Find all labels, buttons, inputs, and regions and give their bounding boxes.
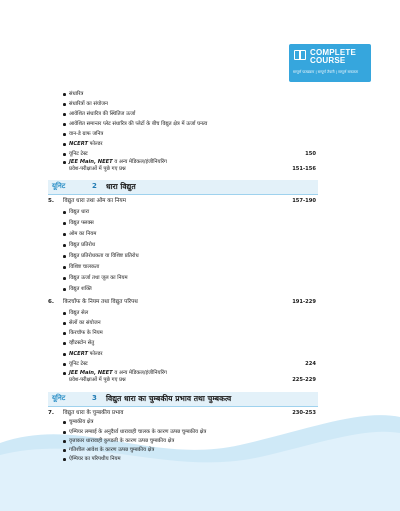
text: संधारित्रों का संयोजन [69, 101, 108, 107]
bullet-icon [63, 322, 66, 325]
logo-line-2: COURSE [310, 56, 346, 65]
text: NCERT फोल्डर [69, 351, 103, 357]
unit-label: यूनिट [52, 394, 66, 402]
text: प्रवेश-परीक्षाओं में पूछे गए प्रश्न [69, 377, 126, 383]
bullet-icon [63, 440, 66, 443]
text: यूनिट टेस्ट [69, 361, 88, 367]
bullet-icon [63, 103, 66, 106]
bullet-icon [63, 244, 66, 247]
divider [48, 194, 318, 195]
unit-label: यूनिट [52, 182, 66, 190]
bullet-icon [63, 93, 66, 96]
text: JEE Main, NEET [69, 370, 113, 376]
text: विद्युत प्रतिरोध [69, 242, 96, 248]
bullet-icon [63, 233, 66, 236]
text: यूनिट टेस्ट [69, 151, 88, 157]
text: 7. [48, 410, 55, 416]
text: JEE Main, NEET [69, 159, 113, 165]
text: सेलों का संयोजन [69, 320, 101, 326]
text: आवेशित संधारित्र की स्थितिज ऊर्जा [69, 111, 136, 117]
page-number: 151-156 [292, 166, 316, 172]
bullet-icon [63, 332, 66, 335]
text: JEE Main, NEET व अन्य मेडिकल/इंजीनियरिंग [69, 370, 167, 376]
text: ओम का नियम [69, 231, 97, 237]
text: ऐम्पियर का परिपथीय नियम [69, 456, 121, 462]
logo-tagline: सम्पूर्ण पाठ्यक्रम | सम्पूर्ण तैयारी | सम्पूर्ण सफलता [293, 70, 359, 74]
bullet-icon [63, 153, 66, 156]
unit-title: धारा विद्युत [106, 182, 136, 191]
bullet-icon [63, 161, 66, 164]
bullet-icon [63, 431, 66, 434]
bullet-icon [63, 113, 66, 116]
bullet-icon [63, 123, 66, 126]
bullet-icon [63, 421, 66, 424]
bullet-icon [63, 211, 66, 214]
text: संधारित्र [69, 91, 84, 97]
text: विद्युत धारा तथा ओम का नियम [63, 198, 126, 204]
text: 5. [48, 198, 55, 204]
text: व्हीटस्टोन सेतु [69, 340, 95, 346]
text: विद्युत ऊर्जा तथा जूल का नियम [69, 275, 128, 281]
text: NCERT [69, 141, 88, 147]
page-number: 224 [305, 361, 316, 367]
text: चुम्बकीय क्षेत्र [69, 419, 94, 425]
text: विद्युत शक्ति [69, 286, 92, 292]
text: विद्युत फ्लक्स [69, 220, 94, 226]
text: विद्युत धारा [69, 209, 90, 215]
text: प्रवेश-परीक्षाओं में पूछे गए प्रश्न [69, 166, 126, 172]
text: गतिशील आवेश के कारण उत्पन्न चुम्बकीय क्षेत्र [69, 447, 155, 453]
page-number: 191-229 [292, 299, 316, 305]
text: आवेशित समान्तर प्लेट संधारित्र की प्लेटों के बीच विद्युत क्षेत्र में ऊर्जा घनत्व [69, 121, 208, 127]
text: JEE Main, NEET व अन्य मेडिकल/इंजीनियरिंग [69, 159, 167, 165]
page-number: 230-253 [292, 410, 316, 416]
book-icon [294, 50, 306, 60]
page-number: 225-229 [292, 377, 316, 383]
unit-number: 2 [92, 182, 97, 190]
decorative-wave [0, 405, 400, 511]
bullet-icon [63, 372, 66, 375]
bullet-icon [63, 266, 66, 269]
bullet-icon [63, 133, 66, 136]
page-number: 150 [305, 151, 316, 157]
text: किरचॉफ के नियम [69, 330, 103, 336]
text: वान-डे ग्राफ जनित्र [69, 131, 104, 137]
bullet-icon [63, 288, 66, 291]
text: वृत्ताकार धारावाही कुण्डली के कारण उत्पन्न चुम्बकीय क्षेत्र [69, 438, 175, 444]
bullet-icon [63, 449, 66, 452]
complete-course-logo [289, 44, 371, 82]
bullet-icon [63, 222, 66, 225]
text: एम्पियर लम्बाई के अनुदैर्घ्य धारावाही चालक के कारण उत्पन्न चुम्बकीय क्षेत्र [69, 429, 207, 435]
text: NCERT फोल्डर [69, 141, 103, 147]
bullet-icon [63, 312, 66, 315]
unit-3-header [48, 392, 318, 406]
unit-number: 3 [92, 394, 97, 402]
bullet-icon [63, 353, 66, 356]
bullet-icon [63, 277, 66, 280]
text: 6. [48, 299, 55, 305]
logo-line-1: COMPLETE [310, 48, 357, 57]
unit-2-header [48, 180, 318, 194]
page-number: 157-190 [292, 198, 316, 204]
text: किरचॉफ के नियम तथा विद्युत परिपथ [63, 299, 138, 305]
unit-title: विद्युत धारा का चुम्बकीय प्रभाव तथा चुम्बकत्व [106, 394, 232, 403]
text: विद्युत सेल [69, 310, 89, 316]
text: विद्युत धारा के चुम्बकीय प्रभाव [63, 410, 124, 416]
text: विशिष्ट चालकता [69, 264, 100, 270]
bullet-icon [63, 363, 66, 366]
bullet-icon [63, 342, 66, 345]
text: NCERT [69, 351, 88, 357]
bullet-icon [63, 458, 66, 461]
text: विद्युत प्रतिरोधकता या विशिष्ट प्रतिरोध [69, 253, 139, 259]
bullet-icon [63, 255, 66, 258]
bullet-icon [63, 143, 66, 146]
